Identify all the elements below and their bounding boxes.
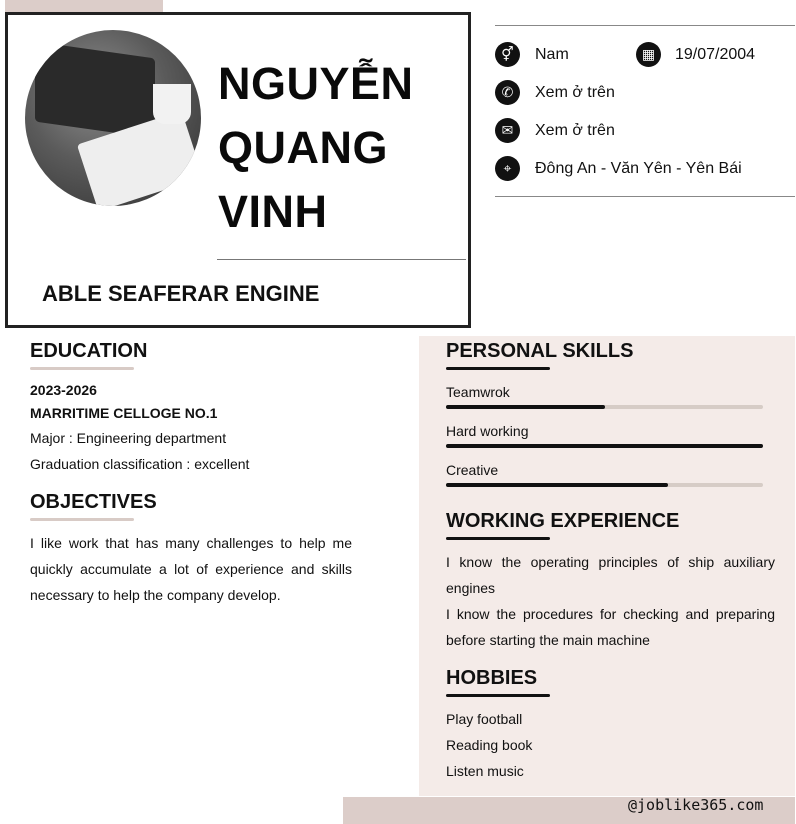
skills-underline (446, 367, 550, 370)
skill-bar-teamwork (446, 405, 763, 409)
name-divider (217, 259, 466, 260)
location-icon: ⌖ (495, 156, 520, 181)
contact-divider-top (495, 25, 795, 26)
skill-fill (446, 405, 605, 409)
avatar (25, 30, 201, 206)
skill-label-teamwork: Teamwrok (446, 384, 510, 400)
education-title: EDUCATION (30, 340, 148, 362)
hobby-item: Reading book (446, 737, 533, 753)
skill-label-hard-working: Hard working (446, 423, 529, 439)
objectives-text: I like work that has many challenges to help me quickly accumulate a lot of experience and skills necessary to help the company develop. (30, 535, 352, 603)
phone-value: Xem ở trên (535, 84, 615, 101)
contact-divider-bottom (495, 196, 795, 197)
education-school: MARRITIME CELLOGE NO.1 (30, 405, 218, 421)
experience-title: WORKING EXPERIENCE (446, 510, 680, 532)
email-value: Xem ở trên (535, 122, 615, 139)
skill-bar-hard-working (446, 444, 763, 448)
education-underline (30, 367, 134, 370)
hobby-item: Listen music (446, 763, 524, 779)
education-classification: Graduation classification : excellent (30, 456, 250, 472)
skill-bar-creative (446, 483, 763, 487)
skill-fill (446, 483, 668, 487)
job-title: ABLE SEAFERAR ENGINE (42, 281, 320, 306)
watermark: @joblike365.com (628, 796, 764, 814)
calendar-icon: ▦ (636, 42, 661, 67)
phone-icon: ✆ (495, 80, 520, 105)
address-value: Đông An - Văn Yên - Yên Bái (535, 160, 742, 177)
name-line-2: QUANG (218, 122, 388, 173)
experience-underline (446, 537, 550, 540)
objectives-title: OBJECTIVES (30, 491, 157, 513)
experience-item: I know the operating principles of ship auxiliary engines (446, 554, 775, 596)
skills-title: PERSONAL SKILLS (446, 340, 634, 362)
gender-value: Nam (535, 46, 569, 63)
hobbies-underline (446, 694, 550, 697)
birthdate-value: 19/07/2004 (675, 46, 756, 63)
name-line-3: VINH (218, 186, 328, 237)
education-major: Major : Engineering department (30, 430, 227, 446)
full-name (218, 52, 414, 244)
hobby-item: Play football (446, 711, 523, 727)
hobbies-title: HOBBIES (446, 667, 538, 689)
skill-label-creative: Creative (446, 462, 499, 478)
avatar-cup (153, 84, 191, 124)
mail-icon: ✉ (495, 118, 520, 143)
gender-icon: ⚥ (495, 42, 520, 67)
experience-item: I know the procedures for checking and preparing before starting the main machine (446, 606, 775, 648)
skill-fill (446, 444, 763, 448)
name-line-1: NGUYỄN (218, 58, 414, 109)
education-years: 2023-2026 (30, 382, 97, 398)
objectives-underline (30, 518, 134, 521)
